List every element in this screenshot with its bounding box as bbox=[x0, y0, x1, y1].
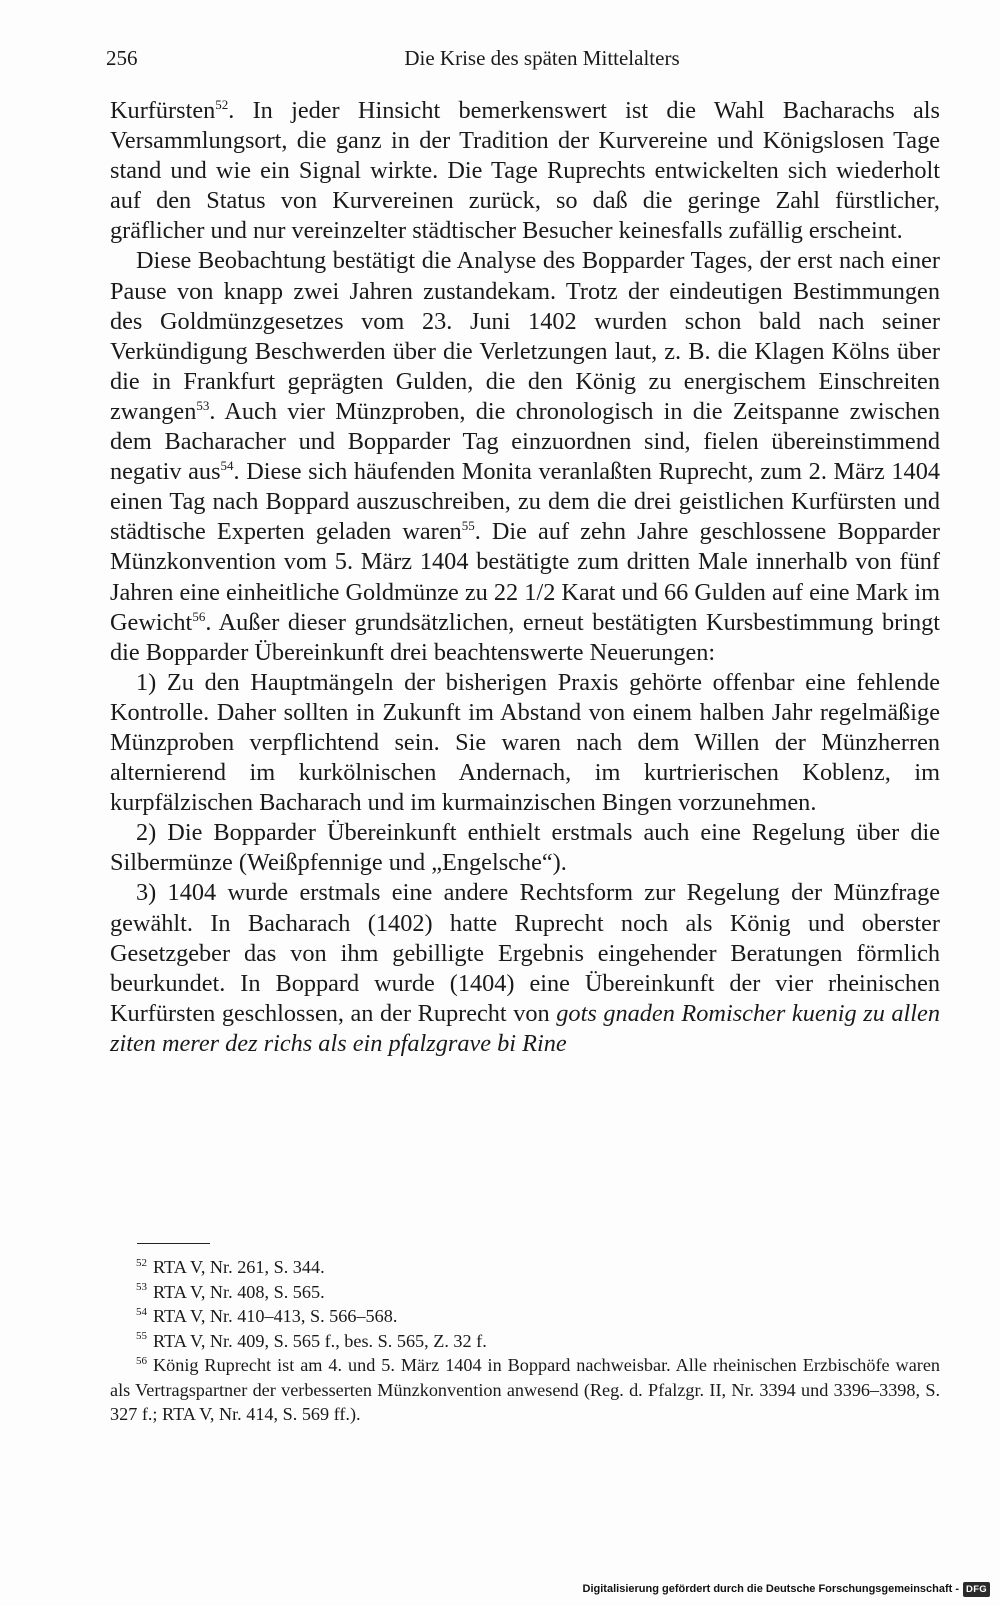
footnote-number: 56 bbox=[136, 1354, 147, 1367]
dfg-logo-icon: DFG bbox=[963, 1582, 990, 1597]
footnote-number: 52 bbox=[136, 1256, 147, 1269]
footnote-divider bbox=[137, 1243, 210, 1244]
paragraph-3: 1) Zu den Hauptmängeln der bisherigen Praxis gehörte offenbar eine fehlende Kontrolle. Daher sollten in Zukunft im Abstand von einem halben Jahr regelmäßige Münzproben verpflichtend sein. Sie waren nach dem Willen der Münzherren alternierend im kurkölnischen Andernach, im kurtrierischen Koblenz, im kurpfälzischen Bacharach und im kurmainzischen Bingen vorzunehmen. bbox=[110, 668, 940, 817]
footnote-55 bbox=[110, 1329, 940, 1354]
footnote-number: 53 bbox=[136, 1281, 147, 1294]
footnote-text: RTA V, Nr. 408, S. 565. bbox=[153, 1281, 325, 1302]
footnote-ref-53: 53 bbox=[196, 397, 210, 413]
footnote-text: König Ruprecht ist am 4. und 5. März 1404 in Boppard nachweisbar. Alle rheinischen Erzbischöfe waren als Vertragspartner der verbesserten Münzkonvention anwesend (Reg. d. Pfalzgr. II, Nr. 3394 und 3396–3398, S. 327 f.; RTA V, Nr. 414, S. 569 ff.). bbox=[110, 1355, 940, 1424]
text-run: . Die auf zehn Jahre geschlossene Bopparder Münzkonvention vom 5. März 1404 bestätigte zum dritten Male innerhalb von fünf Jahren eine einheitliche Goldmünze zu 22 1/2 Karat und 66 Gulden auf eine Mark im Gewicht bbox=[110, 518, 940, 636]
text-run: Kurfürsten bbox=[110, 97, 216, 124]
footnote-ref-55: 55 bbox=[461, 518, 475, 534]
footnote-53 bbox=[110, 1280, 940, 1305]
text-run: . Diese sich häufenden Monita veranlaßten Ruprecht, zum 2. März 1404 einen Tag nach Boppard auszuschreiben, zu dem die drei geistlichen Kurfürsten und städtische Experten geladen waren bbox=[110, 458, 941, 546]
running-head bbox=[106, 40, 938, 76]
paragraph-5 bbox=[110, 878, 940, 1059]
footnote-text: RTA V, Nr. 261, S. 344. bbox=[153, 1257, 325, 1277]
footnote-number: 55 bbox=[136, 1330, 147, 1343]
text-run: . In jeder Hinsicht bemerkenswert ist die Wahl Bacharachs als Versammlungsort, die ganz in der Tradition der Kurvereine und Königslosen Tage stand und wie ein Signal wirkte. Die Tage Ruprechts entwickelten sich wiederholt auf den Status von Kurvereinen zurück, so daß die geringe Zahl fürstlicher, gräflicher und nur vereinzelter städtischer Besucher keinesfalls zufällig erscheint. bbox=[110, 97, 940, 245]
text-run: Diese Beobachtung bestätigt die Analyse des Bopparder Tages, der erst nach einer Pause von knapp zwei Jahren zustandekam. Trotz der eindeutigen Bestimmungen des Goldmünzgesetzes vom 23. Juni 1402 wurden schon bald nach seiner Verkündigung Beschwerden über die Verletzungen laut, z. B. die Klagen Kölns über die in Frankfurt geprägten Gulden, die den König zu energischem Einschreiten zwangen bbox=[110, 247, 940, 425]
digitization-credit bbox=[583, 1579, 990, 1599]
footnote-ref-52: 52 bbox=[215, 96, 229, 112]
body-text bbox=[110, 96, 940, 1059]
running-title: Die Krise des späten Mittelalters bbox=[404, 46, 680, 70]
paragraph-4: 2) Die Bopparder Übereinkunft enthielt erstmals auch eine Regelung über die Silbermünze (Weißpfennige und „Engelsche“). bbox=[110, 819, 940, 877]
italic-quotation: gots gnaden Romischer kuenig zu allen ziten merer dez richs als ein pfalzgrave bi Rine bbox=[110, 999, 940, 1057]
paragraph-1 bbox=[110, 96, 940, 246]
footnote-54 bbox=[110, 1304, 940, 1329]
text-run: . Außer dieser grundsätzlichen, erneut bestätigten Kursbestimmung bringt die Bopparder Übereinkunft drei beachtenswerte Neuerungen: bbox=[110, 608, 940, 666]
footnote-ref-56: 56 bbox=[192, 608, 206, 624]
paragraph-2 bbox=[110, 246, 940, 667]
footnote-ref-54: 54 bbox=[220, 458, 234, 474]
footnote-56 bbox=[110, 1353, 940, 1427]
footnote-number: 54 bbox=[136, 1305, 147, 1318]
footnote-52 bbox=[110, 1255, 940, 1280]
text-run: . Auch vier Münzproben, die chronologisch in die Zeitspanne zwischen dem Bacharacher und Bopparder Tag einzuordnen sind, fielen übereinstimmend negativ aus bbox=[110, 397, 940, 486]
text-run: 3) 1404 wurde erstmals eine andere Rechtsform zur Regelung der Münzfrage gewählt. In Bacharach (1402) hatte Ruprecht noch als König und oberster Gesetzgeber das von ihm gebilligte Ergebnis eingehender Beratungen förmlich beurkundet. In Boppard wurde (1404) eine Übereinkunft der vier rheinischen Kurfürsten geschlossen, an der Ruprecht von bbox=[110, 879, 940, 1027]
credit-text: Digitalisierung gefördert durch die Deutsche Forschungsgemeinschaft - bbox=[582, 1583, 960, 1595]
footnote-text: RTA V, Nr. 409, S. 565 f., bes. S. 565, Z. 32 f. bbox=[153, 1330, 487, 1351]
footnote-text: RTA V, Nr. 410–413, S. 566–568. bbox=[153, 1306, 398, 1326]
footnotes bbox=[110, 1255, 940, 1427]
page-number: 256 bbox=[106, 46, 138, 70]
